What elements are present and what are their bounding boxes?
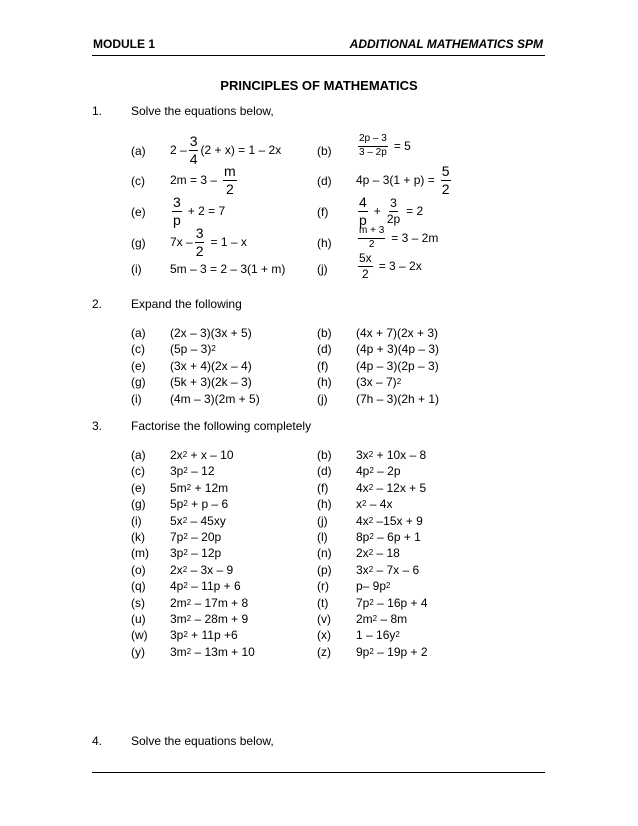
q2-expression xyxy=(170,326,252,340)
q3-expr-lead: 4p xyxy=(356,464,370,479)
q3-expr-lead: 2x xyxy=(356,546,369,561)
q3-label: (t) xyxy=(317,595,329,610)
q1b-fraction xyxy=(358,134,388,158)
q3-label: (i) xyxy=(131,513,142,528)
q1-label-h: (h) xyxy=(317,236,332,250)
q3-expr-lead: 2m xyxy=(356,612,373,626)
q3-expression: 3m 2 – 28m + 9 xyxy=(170,612,249,626)
q1-expr-d xyxy=(356,164,453,196)
q3-expression: 5m 2 + 12m xyxy=(170,480,229,495)
question-1-number: 1. xyxy=(92,104,103,118)
question-3-number: 3. xyxy=(92,419,103,433)
q1-label-d: (d) xyxy=(317,174,332,188)
q3-expr-rest: – 28m + 9 xyxy=(191,612,249,626)
q1h-den: 2 xyxy=(368,238,375,250)
q3-expr-lead: 4p xyxy=(170,579,184,594)
q1c-pre: 2m = 3 – xyxy=(170,173,218,188)
q2-expr-text: (3x – 7) xyxy=(356,375,397,390)
q3-expr-rest: + 11p +6 xyxy=(187,628,238,643)
q3-expression: x 2 – 4x xyxy=(356,497,393,512)
q2-expression xyxy=(170,359,252,373)
q3-expr-lead: 3p xyxy=(170,464,184,479)
q3-expr-rest: + 10x – 8 xyxy=(373,448,427,462)
q3-expr-lead: 7p xyxy=(356,595,370,610)
q3-expression: 5x 2 – 45xy xyxy=(170,513,226,528)
q2-expression xyxy=(170,392,260,406)
q1f-den-2: 2p xyxy=(386,211,401,226)
q3-expr-rest: – 12 xyxy=(187,464,215,479)
q3-expr-lead: 5x xyxy=(170,513,183,528)
q3-expr-rest: – 2p xyxy=(373,464,401,479)
q2-expr-text: (4p – 3)(2p – 3) xyxy=(356,358,439,373)
q3-expr-lead: 7p xyxy=(170,530,184,544)
q3-expr-lead: 9p xyxy=(356,644,370,659)
q1b-post: = 5 xyxy=(393,139,411,153)
q2-expr-text: (5p – 3) xyxy=(170,342,212,357)
q2-expr-text: (3x + 4)(2x – 4) xyxy=(170,358,252,373)
q2-expr-text: (4p + 3)(4p – 3) xyxy=(356,342,440,357)
q1b-num: 2p – 3 xyxy=(358,134,388,147)
q1-expr-j xyxy=(356,252,422,280)
q3-expr-lead: 2x xyxy=(170,562,183,577)
q2-expression xyxy=(356,359,439,373)
q1h-post: = 3 – 2m xyxy=(391,231,439,245)
q1f-den-1: p xyxy=(359,211,367,228)
question-4-number: 4. xyxy=(92,734,103,748)
q2-label: (g) xyxy=(131,375,146,390)
q3-expression: 4p 2 – 2p xyxy=(356,464,401,479)
q3-label: (q) xyxy=(131,579,146,594)
q3-label: (w) xyxy=(131,628,148,643)
q3-expression: 5p 2 + p – 6 xyxy=(170,497,229,512)
q1-expr-h xyxy=(356,226,438,250)
q1-label-c: (c) xyxy=(131,174,145,188)
q3-expr-rest: – 6p + 1 xyxy=(373,530,421,544)
q3-expr-rest: – 17m + 8 xyxy=(191,595,249,610)
q3-expression: 3p 2 – 12 xyxy=(170,464,215,479)
q1f-fraction-1 xyxy=(358,195,368,227)
q1c-den: 2 xyxy=(225,180,234,197)
q3-expr-rest: – 7x – 6 xyxy=(373,562,420,577)
q1j-num: 5x xyxy=(359,251,372,265)
q3-label: (m) xyxy=(131,546,149,561)
q3-expr-lead: 3p xyxy=(170,628,184,643)
q2-label: (b) xyxy=(317,326,332,340)
q2-expr-text: (4m – 3)(2m + 5) xyxy=(170,391,260,406)
q3-label: (d) xyxy=(317,464,332,479)
q1d-fraction xyxy=(441,164,451,196)
q3-expr-rest: + p – 6 xyxy=(187,497,229,512)
q3-expr-rest: – 18 xyxy=(373,546,400,561)
q1f-num-1: 4 xyxy=(359,194,367,210)
q2-label: (a) xyxy=(131,326,146,340)
q3-expression: 8p 2 – 6p + 1 xyxy=(356,530,421,544)
q3-label: (c) xyxy=(131,464,145,479)
q3-label: (a) xyxy=(131,448,146,462)
q1c-fraction xyxy=(223,164,237,196)
q3-label: (p) xyxy=(317,562,332,577)
q1a-den: 4 xyxy=(189,150,198,167)
q1-expr-i: 5m – 3 = 2 – 3(1 + m) xyxy=(170,262,286,276)
module-label: MODULE 1 xyxy=(93,37,156,51)
q3-label: (b) xyxy=(317,448,332,462)
q3-expression: 3p 2 – 12p xyxy=(170,546,222,561)
q3-expression: 2m 2 – 8m xyxy=(356,612,408,626)
q1d-num: 5 xyxy=(441,163,450,179)
q2-expr-text: (4x + 7)(2x + 3) xyxy=(356,326,439,340)
q3-expr-rest: –15x + 9 xyxy=(373,513,423,528)
footer-divider xyxy=(92,772,545,773)
q3-label: (f) xyxy=(317,480,329,495)
q2-expr-text: (5k + 3)(2k – 3) xyxy=(170,375,252,390)
q3-label: (o) xyxy=(131,562,146,577)
q3-expression: 9p 2 – 19p + 2 xyxy=(356,644,428,659)
q1a-num: 3 xyxy=(189,133,198,149)
q3-label: (k) xyxy=(131,530,145,544)
q3-label: (j) xyxy=(317,513,328,528)
q1e-num: 3 xyxy=(173,194,181,210)
q3-expr-lead: 3m xyxy=(170,612,187,626)
q1-label-i: (i) xyxy=(131,262,142,276)
q1g-post: = 1 – x xyxy=(210,235,247,250)
q3-expr-rest: – 19p + 2 xyxy=(373,644,428,659)
q3-expr-rest: – 45xy xyxy=(187,513,226,528)
q3-expr-rest: – 16p + 4 xyxy=(373,595,428,610)
q1-label-a: (a) xyxy=(131,144,146,158)
q1j-post: = 3 – 2x xyxy=(378,259,422,274)
q3-expression: 7p 2 – 20p xyxy=(170,530,222,544)
q1b-den: 3 – 2p xyxy=(359,146,387,158)
q1e-den: p xyxy=(173,211,181,228)
q3-expression: 7p 2 – 16p + 4 xyxy=(356,595,428,610)
q3-expr-rest: – 11p + 6 xyxy=(187,579,241,594)
q1a-fraction xyxy=(189,134,199,166)
q3-expr-rest: – 8m xyxy=(377,612,408,626)
header-divider xyxy=(92,55,545,56)
q1g-pre: 7x – xyxy=(170,235,193,250)
q3-expression: 4x 2 – 12x + 5 xyxy=(356,480,427,495)
q1a-pre: 2 – xyxy=(170,143,187,158)
q1f-mid: + xyxy=(373,204,381,219)
q3-label: (l) xyxy=(317,530,328,544)
q2-expression: (5p – 3) 2 xyxy=(170,342,216,357)
q1j-den: 2 xyxy=(362,266,369,281)
q3-expression: p– 9p 2 xyxy=(356,579,391,594)
q3-label: (v) xyxy=(317,612,331,626)
q3-expr-rest: + x – 10 xyxy=(187,448,234,462)
q1g-fraction xyxy=(195,226,205,258)
q1c-num: m xyxy=(224,163,236,179)
question-4-instruction: Solve the equations below, xyxy=(131,734,274,748)
q3-label: (y) xyxy=(131,644,145,659)
q1f-num-2: 3 xyxy=(390,196,397,211)
question-1-instruction: Solve the equations below, xyxy=(131,104,274,118)
q1-label-e: (e) xyxy=(131,205,146,219)
q3-expr-lead: 8p xyxy=(356,530,370,544)
question-3-instruction: Factorise the following completely xyxy=(131,419,312,433)
q3-expr-rest: – 12p xyxy=(187,546,222,561)
q2-label: (e) xyxy=(131,358,146,373)
q1-label-f: (f) xyxy=(317,205,329,219)
q1g-den: 2 xyxy=(195,242,204,259)
q3-label: (e) xyxy=(131,480,146,495)
q3-expr-lead: 5p xyxy=(170,497,184,512)
q1h-fraction xyxy=(358,226,385,250)
q3-expression: 3x 2 + 10x – 8 xyxy=(356,448,427,462)
q1-expr-c xyxy=(170,164,239,196)
q2-label: (j) xyxy=(317,391,328,406)
q1-expr-g xyxy=(170,226,247,258)
q2-expression: (3x – 7) 2 xyxy=(356,375,402,390)
q2-expression xyxy=(356,342,439,356)
q3-label: (n) xyxy=(317,546,332,561)
q1-label-b: (b) xyxy=(317,144,332,158)
q1f-fraction-2 xyxy=(387,197,400,225)
q2-expression xyxy=(356,326,438,340)
q2-label: (c) xyxy=(131,342,145,357)
q3-expression: 3p 2 + 11p +6 xyxy=(170,628,238,643)
q3-expression: 1 – 16y 2 xyxy=(356,628,400,643)
q2-expression xyxy=(356,392,439,406)
q1-label-g: (g) xyxy=(131,236,146,250)
q3-label: (u) xyxy=(131,612,146,626)
q1-expr-f xyxy=(356,195,423,227)
q3-expr-lead: 3p xyxy=(170,546,184,561)
q3-expr-rest: – 13m + 10 xyxy=(191,644,255,659)
q3-expr-lead: 5m xyxy=(170,480,187,495)
question-2-instruction: Expand the following xyxy=(131,297,242,311)
q2-label: (h) xyxy=(317,375,332,390)
q2-label: (i) xyxy=(131,391,142,406)
q3-expr-lead: 4x xyxy=(356,513,369,528)
q2-expr-text: (7h – 3)(2h + 1) xyxy=(356,391,440,406)
q2-label: (d) xyxy=(317,342,332,357)
q3-expression: 4p 2 – 11p + 6 xyxy=(170,579,241,594)
page-title: PRINCIPLES OF MATHEMATICS xyxy=(220,78,418,93)
q2-label: (f) xyxy=(317,358,329,373)
q1e-fraction xyxy=(172,195,182,227)
q3-expr-rest: – 4x xyxy=(366,497,393,512)
q1a-post: (2 + x) = 1 – 2x xyxy=(200,143,282,158)
q2-expression xyxy=(170,375,252,389)
q3-expression: 2x 2 – 3x – 9 xyxy=(170,562,234,577)
q3-label: (z) xyxy=(317,644,331,659)
q3-expression: 3x 2 – 7x – 6 xyxy=(356,562,420,577)
q3-expr-lead: 1 – 16y xyxy=(356,628,396,643)
q3-expr-rest: + 12m xyxy=(191,480,229,495)
q1d-pre: 4p – 3(1 + p) = xyxy=(356,173,435,188)
q3-expr-rest: – 20p xyxy=(187,530,222,544)
q1j-fraction xyxy=(358,252,373,280)
q3-expr-lead: 2x xyxy=(170,448,183,462)
q3-expr-lead: x xyxy=(356,497,362,512)
q1e-post: + 2 = 7 xyxy=(187,204,226,219)
q1-expr-a xyxy=(170,134,281,166)
q3-expr-lead: 3x xyxy=(356,448,369,462)
q2-expr-text: (2x – 3)(3x + 5) xyxy=(170,326,252,340)
q1h-num: m + 3 xyxy=(358,226,385,239)
q3-expr-lead: 4x xyxy=(356,480,369,495)
q3-expr-lead: 2m xyxy=(170,595,187,610)
q3-expression: 2x 2 – 18 xyxy=(356,546,400,561)
q3-expr-lead: p– 9p xyxy=(356,579,387,594)
q3-label: (s) xyxy=(131,595,145,610)
q3-label: (g) xyxy=(131,497,146,512)
subject-label: ADDITIONAL MATHEMATICS SPM xyxy=(349,37,543,51)
q3-label: (x) xyxy=(317,628,331,643)
q3-expression: 4x 2 –15x + 9 xyxy=(356,513,423,528)
q3-expr-lead: 3x xyxy=(356,562,369,577)
q3-expression: 2m 2 – 17m + 8 xyxy=(170,595,249,610)
q3-expr-rest: – 3x – 9 xyxy=(187,562,234,577)
q3-expr-lead: 3m xyxy=(170,644,187,659)
q1-label-j: (j) xyxy=(317,262,328,276)
q3-label: (r) xyxy=(317,579,329,594)
q3-expr-rest: – 12x + 5 xyxy=(373,480,427,495)
q1-expr-b xyxy=(356,134,411,158)
q1f-post: = 2 xyxy=(406,204,424,219)
q1d-den: 2 xyxy=(441,180,450,197)
q3-label: (h) xyxy=(317,497,332,512)
q3-expression: 2x 2 + x – 10 xyxy=(170,448,234,462)
q1g-num: 3 xyxy=(195,225,204,241)
q3-expression: 3m 2 – 13m + 10 xyxy=(170,644,255,659)
question-2-number: 2. xyxy=(92,297,103,311)
q1-expr-e xyxy=(170,195,225,227)
